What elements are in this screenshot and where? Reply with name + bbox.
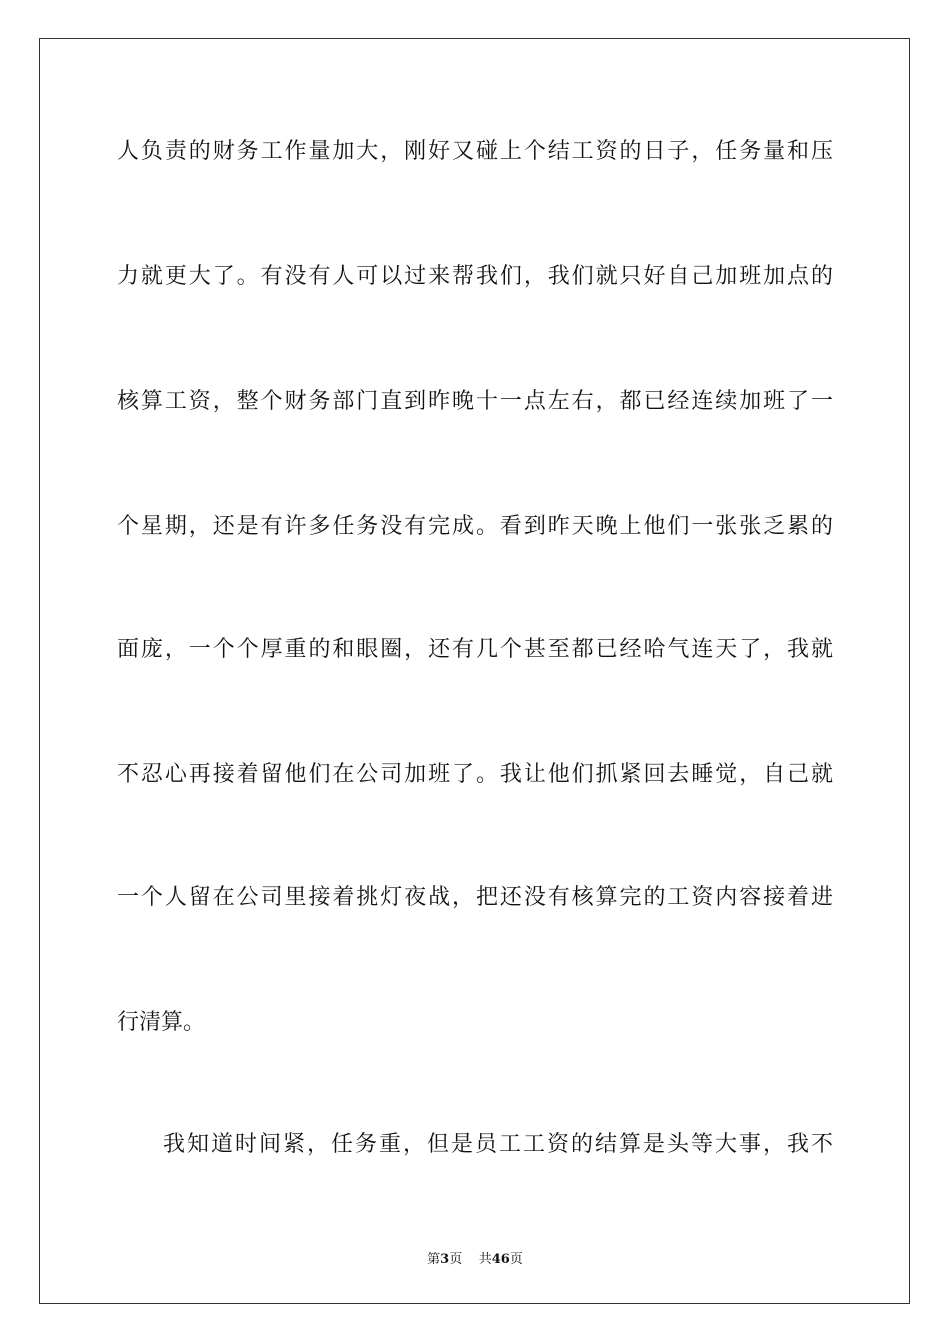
paragraph-line-8: 行清算。 — [117, 1010, 206, 1035]
paragraph-line-4: 个星期，还是有许多任务没有完成。看到昨天晚上他们一张张乏累的 — [117, 514, 833, 539]
paragraph-line-6: 不忍心再接着留他们在公司加班了。我让他们抓紧回去睡觉，自己就 — [117, 762, 833, 787]
footer-page-suffix: 页 — [449, 1252, 463, 1267]
page-border — [39, 38, 910, 1304]
paragraph-line-2: 力就更大了。有没有人可以过来帮我们，我们就只好自己加班加点的 — [117, 264, 833, 289]
footer-total-pages: 46 — [491, 1252, 510, 1267]
paragraph-line-9: 我知道时间紧，任务重，但是员工工资的结算是头等大事，我不 — [163, 1132, 833, 1157]
footer-page-prefix: 第 — [427, 1252, 441, 1267]
paragraph-line-5: 面庞，一个个厚重的和眼圈，还有几个甚至都已经哈气连天了，我就 — [117, 637, 833, 662]
footer-total-prefix: 共 — [478, 1252, 492, 1267]
footer-total-suffix: 页 — [509, 1252, 523, 1267]
footer-page-number: 3 — [440, 1252, 450, 1267]
page-footer — [0, 1248, 950, 1267]
paragraph-line-3: 核算工资，整个财务部门直到昨晚十一点左右，都已经连续加班了一 — [117, 389, 833, 414]
paragraph-line-7: 一个人留在公司里接着挑灯夜战，把还没有核算完的工资内容接着进 — [117, 885, 833, 910]
paragraph-line-1: 人负责的财务工作量加大，刚好又碰上个结工资的日子，任务量和压 — [117, 139, 833, 164]
